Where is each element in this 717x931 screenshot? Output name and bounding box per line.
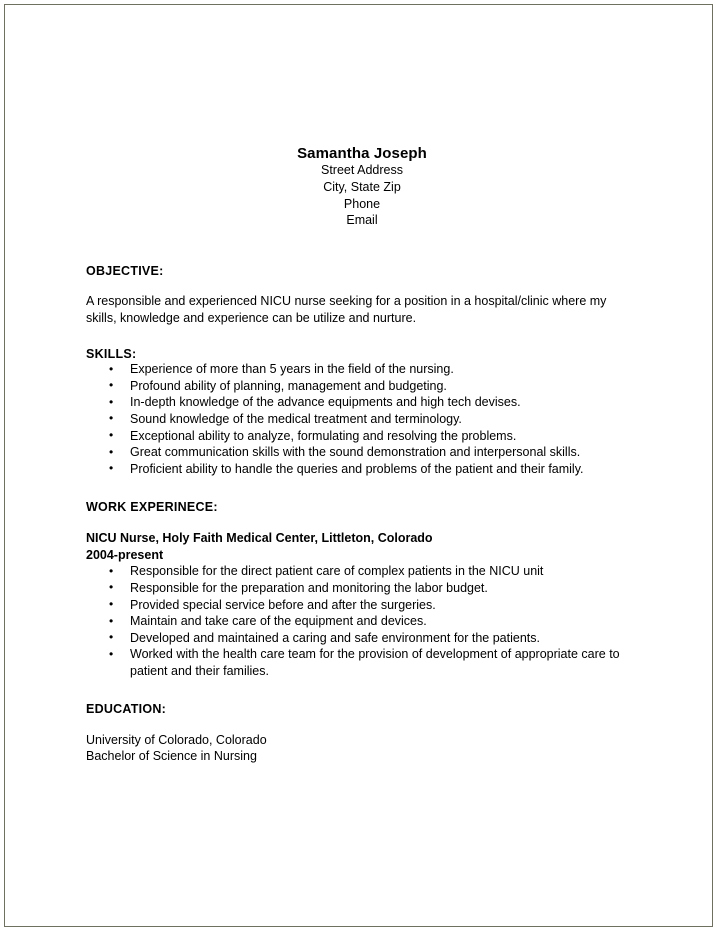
list-item: • Responsible for the preparation and monitoring the labor budget. <box>86 580 638 597</box>
skills-list <box>86 361 614 477</box>
education-school: University of Colorado, Colorado <box>86 732 267 747</box>
document-page <box>4 4 713 927</box>
contact-street-address: Street Address <box>321 163 403 177</box>
list-item: • In-depth knowledge of the advance equipments and high tech devises. <box>86 394 614 411</box>
work-experience-list <box>86 563 638 679</box>
candidate-name: Samantha Joseph <box>297 145 427 162</box>
list-item: • Sound knowledge of the medical treatment and terminology. <box>86 411 614 428</box>
list-item: • Developed and maintained a caring and safe environment for the patients. <box>86 630 638 647</box>
section-heading-objective: OBJECTIVE: <box>86 264 164 279</box>
list-item: • Responsible for the direct patient care of complex patients in the NICU unit <box>86 563 638 580</box>
work-dates: 2004-present <box>86 547 164 562</box>
education-degree: Bachelor of Science in Nursing <box>86 749 257 763</box>
list-item: • Provided special service before and after the surgeries. <box>86 597 638 614</box>
section-heading-education: EDUCATION: <box>86 701 167 716</box>
section-heading-skills: SKILLS: <box>86 347 137 362</box>
list-item: • Experience of more than 5 years in the field of the nursing. <box>86 361 614 378</box>
list-item: • Great communication skills with the sound demonstration and interpersonal skills. <box>86 444 614 461</box>
page-content-area <box>5 5 712 926</box>
resume-header <box>86 145 638 229</box>
section-heading-work-experience: WORK EXPERINECE: <box>86 500 218 515</box>
list-item: • Profound ability of planning, management and budgeting. <box>86 378 614 395</box>
list-item: • Proficient ability to handle the queries and problems of the patient and their family. <box>86 461 614 478</box>
objective-text: A responsible and experienced NICU nurse seeking for a position in a hospital/clinic where my skills, knowledge and experience can be utilize and nurture. <box>86 294 607 325</box>
resume-body <box>86 145 638 765</box>
work-position-line: NICU Nurse, Holy Faith Medical Center, Littleton, Colorado <box>86 531 433 546</box>
contact-email: Email <box>346 213 378 228</box>
contact-phone: Phone <box>343 196 381 211</box>
list-item: • Exceptional ability to analyze, formulating and resolving the problems. <box>86 428 614 445</box>
contact-city-state-zip: City, State Zip <box>323 179 401 194</box>
list-item: • Maintain and take care of the equipment and devices. <box>86 613 638 630</box>
list-item: • Worked with the health care team for the provision of development of appropriate care to patient and their families. <box>86 646 638 679</box>
